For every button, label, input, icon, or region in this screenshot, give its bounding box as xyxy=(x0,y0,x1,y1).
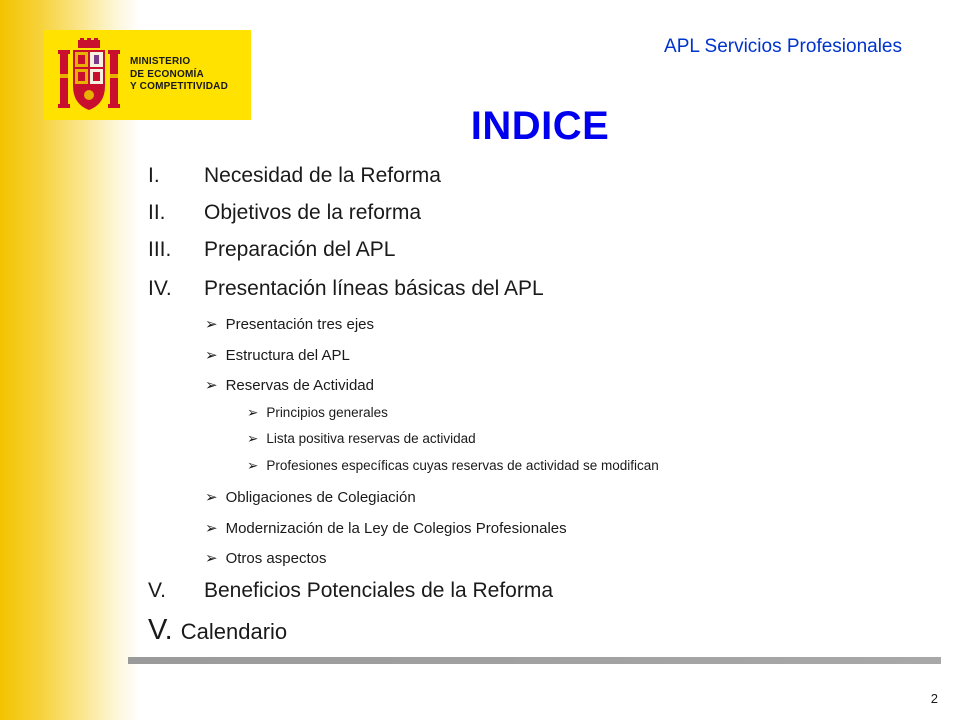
toc-section-3 xyxy=(148,238,708,264)
toc-subitem xyxy=(205,315,374,333)
toc-section-4 xyxy=(148,277,708,303)
toc-section-2 xyxy=(148,201,708,227)
toc-section-number: III. xyxy=(148,238,172,261)
ministry-name-line-1: MINISTERIO xyxy=(130,56,191,67)
toc-section-label: Necesidad de la Reforma xyxy=(204,164,441,187)
arrow-bullet-icon: ➢ xyxy=(205,550,218,567)
toc-section-number: V. xyxy=(148,614,173,646)
presentation-header: APL Servicios Profesionales xyxy=(664,36,902,57)
toc-section-6 xyxy=(148,614,287,647)
toc-subsubitem xyxy=(247,405,388,421)
arrow-bullet-icon: ➢ xyxy=(205,489,218,506)
toc-subitem-label: Estructura del APL xyxy=(225,347,350,364)
toc-subitem xyxy=(205,488,416,506)
ministry-name-line-2: DE ECONOMÍA xyxy=(130,68,204,80)
toc-subitem xyxy=(205,549,326,567)
toc-subitem-label: Reservas de Actividad xyxy=(225,377,374,394)
ministry-name xyxy=(130,56,228,94)
toc-subitem-label: Modernización de la Ley de Colegios Profesionales xyxy=(225,520,567,537)
toc-section-1 xyxy=(148,164,708,190)
toc-subitem-label: Otros aspectos xyxy=(225,550,327,567)
arrow-bullet-icon: ➢ xyxy=(247,431,259,446)
arrow-bullet-icon: ➢ xyxy=(205,377,218,394)
toc-section-label: Objetivos de la reforma xyxy=(204,201,422,224)
page-number: 2 xyxy=(930,691,938,706)
toc-section-number: IV. xyxy=(148,277,172,300)
toc-subsubitem xyxy=(247,431,476,447)
toc-subitem xyxy=(205,519,567,537)
toc-section-label: Preparación del APL xyxy=(204,238,396,261)
toc-section-label: Calendario xyxy=(180,619,288,644)
ministry-name-line-3: Y COMPETITIVIDAD xyxy=(130,81,229,92)
toc-section-number: II. xyxy=(148,201,166,224)
toc-section-label: Beneficios Potenciales de la Reforma xyxy=(204,579,554,602)
toc-subitem xyxy=(205,376,374,394)
footer-divider xyxy=(128,657,941,664)
arrow-bullet-icon: ➢ xyxy=(205,347,218,364)
toc-subitem xyxy=(205,346,350,364)
arrow-bullet-icon: ➢ xyxy=(247,458,259,473)
toc-subsubitem xyxy=(247,458,659,474)
toc-section-number: V. xyxy=(148,579,166,602)
toc-subitem-label: Presentación tres ejes xyxy=(225,316,374,333)
slide-title: INDICE xyxy=(470,104,610,148)
toc-section-label: Presentación líneas básicas del APL xyxy=(204,277,544,300)
toc-subsubitem-label: Principios generales xyxy=(266,405,388,420)
toc-subitem-label: Obligaciones de Colegiación xyxy=(225,489,416,506)
arrow-bullet-icon: ➢ xyxy=(247,405,259,420)
ministry-logo xyxy=(44,30,251,120)
toc-section-number: I. xyxy=(148,164,160,187)
toc-subsubitem-label: Profesiones específicas cuyas reservas de actividad se modifican xyxy=(266,458,659,473)
toc-section-5 xyxy=(148,579,708,605)
arrow-bullet-icon: ➢ xyxy=(205,520,218,537)
spanish-coat-of-arms-icon xyxy=(58,38,120,114)
arrow-bullet-icon: ➢ xyxy=(205,316,218,333)
toc-subsubitem-label: Lista positiva reservas de actividad xyxy=(266,431,476,446)
